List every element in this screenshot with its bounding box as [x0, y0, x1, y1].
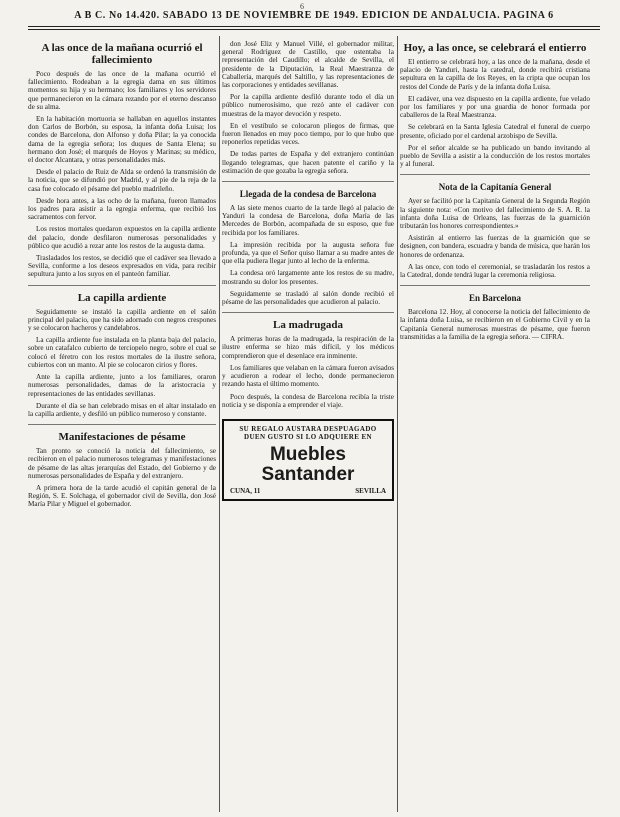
headline-barcelona: En Barcelona	[468, 293, 522, 304]
article-paragraph: Ayer se facilitó por la Capitanía General de la Segunda Región la siguiente nota: «Con motivo del fallecimiento de S. A. R. la infanta doña Luisa de Orleans, las fuerzas de la guarnición tributarán los honores correspondientes.»	[400, 197, 590, 231]
ad-footer	[230, 487, 386, 495]
column-divider-2	[397, 36, 398, 812]
column-3	[400, 40, 590, 810]
article-paragraph: En la habitación mortuoria se hallaban en aquellos instantes don Carlos de Borbón, su esposa, la infanta doña Luisa; los condes de Barcelona, don Alfonso y doña Pilar; la ya conocida dama de la egregia señora; los duques de Santa Elena; su hermano don José; el marqués de Hoyos y Marinas; su médico, el doctor Alcantara, y otras personalidades más.	[28, 115, 216, 165]
article-paragraph: Los familiares que velaban en la cámara fueron avisados y acudieron a rodear el lecho, donde permanecieron rezando hasta el último momento.	[222, 363, 394, 389]
article-paragraph: El entierro se celebrará hoy, a las once de la mañana, desde el palacio de Yanduri, hasta la catedral, donde recibirá cristiana sepultura en la capilla de los Reyes, en la cripta que ocupan los restos del Conde de París y de la infanta doña Luisa.	[400, 58, 590, 91]
section-divider	[28, 424, 216, 425]
article-paragraph: Se celebrará en la Santa Iglesia Catedral el funeral de cuerpo presente, oficiado por el cardenal arzobispo de Sevilla.	[400, 123, 590, 140]
ad-city: SEVILLA	[355, 486, 386, 495]
column-2	[222, 40, 394, 810]
column-divider-1	[219, 36, 220, 812]
article-paragraph: Poco después de las once de la mañana ocurrió el fallecimiento. Rodeaban a la egregia dama en sus últimos momentos su hija y su hermano; los familiares y los servidores que permanecieron en la cámara rezando por el eterno descanso de su alma.	[28, 70, 216, 111]
article-paragraph: Poco después, la condesa de Barcelona recibía la triste noticia y se disponía a emprender el viaje.	[222, 392, 394, 409]
article-paragraph: don José Eliz y Manuel Villé, el gobernador militar, general Rodríguez de Castillo, que ostentaba la representación del Caudillo; el alcalde de Sevilla, el presidente de la Diputación, la Real Maestranza de Caballería, marqués del Saltillo, y las representaciones de las corporaciones y entidades sevillanas.	[222, 40, 394, 90]
ad-tagline-2: DUEN GUSTO SI LO ADQUIERE EN	[244, 432, 372, 441]
article-paragraph: La condesa oró largamente ante los restos de su madre, mostrando su dolor los presentes.	[222, 269, 394, 286]
section-divider	[222, 181, 394, 182]
headline-fallecimiento: A las once de la mañana ocurrió el fallecimiento	[41, 42, 203, 66]
headline-capilla-ardiente: La capilla ardiente	[77, 291, 167, 304]
headline-condesa-barcelona: Llegada de la condesa de Barcelona	[239, 189, 377, 200]
headline-capitania: Nota de la Capitanía General	[438, 182, 552, 193]
masthead: A B C. No 14.420. SABADO 13 DE NOVIEMBRE DE 1949. EDICION DE ANDALUCIA. PAGINA 6	[74, 10, 554, 21]
article-paragraph: De todas partes de España y del extranjero continúan llegando telegramas, que hacen patente el cariño y la estimación de que gozaba la egregia señora.	[222, 150, 394, 175]
article-paragraph: La impresión recibida por la augusta señora fue profunda, ya que el Señor quiso llamar a su madre antes de que ella pudiera llegar junto al lecho de la enferma.	[222, 240, 394, 266]
section-divider	[400, 285, 590, 286]
article-paragraph: A las siete menos cuarto de la tarde llegó al palacio de Yanduri la condesa de Barcelona, doña María de las Mercedes de Borbón, acompañada de su esposo, que fue recibida por los familiares.	[222, 204, 394, 237]
article-paragraph: A las once, con todo el ceremonial, se trasladarán los restos a la Catedral, donde tendrá lugar la ceremonia religiosa.	[400, 262, 590, 280]
ad-tagline-1: SU REGALO AUSTARA DESPUAGADO	[239, 424, 377, 433]
article-paragraph: El cadáver, una vez dispuesto en la capilla ardiente, fue velado por los familiares y por una guardia de honor formada por caballeros de la Real Maestranza.	[400, 94, 590, 120]
section-divider	[28, 285, 216, 286]
article-paragraph: Por el señor alcalde se ha publicado un bando invitando al pueblo de Sevilla a asistir a la conducción de los restos mortales y al funeral.	[400, 143, 590, 169]
article-paragraph: A primeras horas de la madrugada, la respiración de la ilustre enferma se hizo más difícil, y los médicos comprendieron que el desenlace era inminente.	[222, 335, 394, 360]
article-paragraph: Seguidamente se instaló la capilla ardiente en el salón principal del palacio, que ha sido adornado con negros crespones y se colocaron hacheros y candelabros.	[28, 307, 216, 333]
column-1	[28, 40, 216, 810]
article-paragraph: A primera hora de la tarde acudió el capitán general de la Región, S. E. Solchaga, el gobernador civil de Sevilla, don José María Pilar y Miguel el gobernador.	[28, 483, 216, 509]
article-paragraph: Asistirán al entierro las fuerzas de la guarnición que se designen, con bandera, escuadra y banda de música, que harán los honores de ordenanza.	[400, 234, 590, 259]
article-paragraph: Trasladados los restos, se decidió que el cadáver sea llevado a Sevilla, conforme a los deseos expresados en vida, para recibir sepultura junto a los suyos en el panteón familiar.	[28, 254, 216, 279]
ad-brand: Muebles Santander	[261, 443, 355, 485]
article-paragraph: Durante el día se han celebrado misas en el altar instalado en la capilla ardiente, y desfiló un público numeroso y constante.	[28, 401, 216, 418]
article-paragraph: Desde el palacio de Ruiz de Alda se ordenó la transmisión de la noticia, que se difundió por Madrid, y al pie de la reja de la casa fue colocado el pésame del pueblo madrileño.	[28, 168, 216, 193]
header-rule-2	[28, 29, 600, 30]
ad-address: CUNA, 11	[230, 486, 261, 495]
article-paragraph: Barcelona 12. Hoy, al conocerse la noticia del fallecimiento de la infanta doña Luisa, se recibieron en el Gobierno Civil y en la Capitanía General numerosas muestras de pésame, que fueron transmitidas a la familia de la egregia señora. — CIFRA.	[400, 308, 590, 341]
article-paragraph: Desde hora antes, a las ocho de la mañana, fueron llamados los padres para asistir a la egregia enferma, que recibió los sacramentos con fervor.	[28, 196, 216, 222]
section-divider	[400, 174, 590, 175]
article-paragraph: Ante la capilla ardiente, junto a los familiares, oraron numerosas personalidades, damas de la aristocracia y representaciones de las entidades sevillanas.	[28, 373, 216, 398]
article-paragraph: Los restos mortales quedaron expuestos en la capilla ardiente del palacio, donde desfilaron numerosas personalidades y público que acudió a rezar ante los restos de la augusta dama.	[28, 225, 216, 250]
advertisement-muebles-santander	[222, 419, 394, 501]
headline-pesame: Manifestaciones de pésame	[58, 431, 186, 444]
header-rule	[28, 26, 600, 27]
article-paragraph: Seguidamente se trasladó al salón donde recibió el pésame de las personalidades que acudieron al palacio.	[222, 289, 394, 307]
headline-entierro: Hoy, a las once, se celebrará el entierro	[403, 42, 587, 54]
section-divider	[222, 312, 394, 313]
article-paragraph: Tan pronto se conoció la noticia del fallecimiento, se recibieron en el palacio numerosos telegramas y manifestaciones de pésame de las altas jerarquías del Estado, del Gobierno y de numerosas personalidades de España y del extranjero.	[28, 447, 216, 480]
page-number: 6	[300, 2, 304, 11]
article-paragraph: En el vestíbulo se colocaron pliegos de firmas, que fueron llenados en muy poco tiempo, por lo que hubo que reponerlos repetidas veces.	[222, 121, 394, 147]
article-paragraph: Por la capilla ardiente desfiló durante todo el día un público numerosísimo, que rezó ante el cadáver con muestras de la mayor devoción y respeto.	[222, 93, 394, 118]
article-paragraph: La capilla ardiente fue instalada en la planta baja del palacio, sobre un catafalco cubierto de terciopelo negro, sobre el cual se colocó el féretro con los restos mortales de la ilustre señora, cubiertos con un manto. Al pie se colocaron cirios y flores.	[28, 336, 216, 369]
headline-madrugada: La madrugada	[273, 319, 343, 332]
